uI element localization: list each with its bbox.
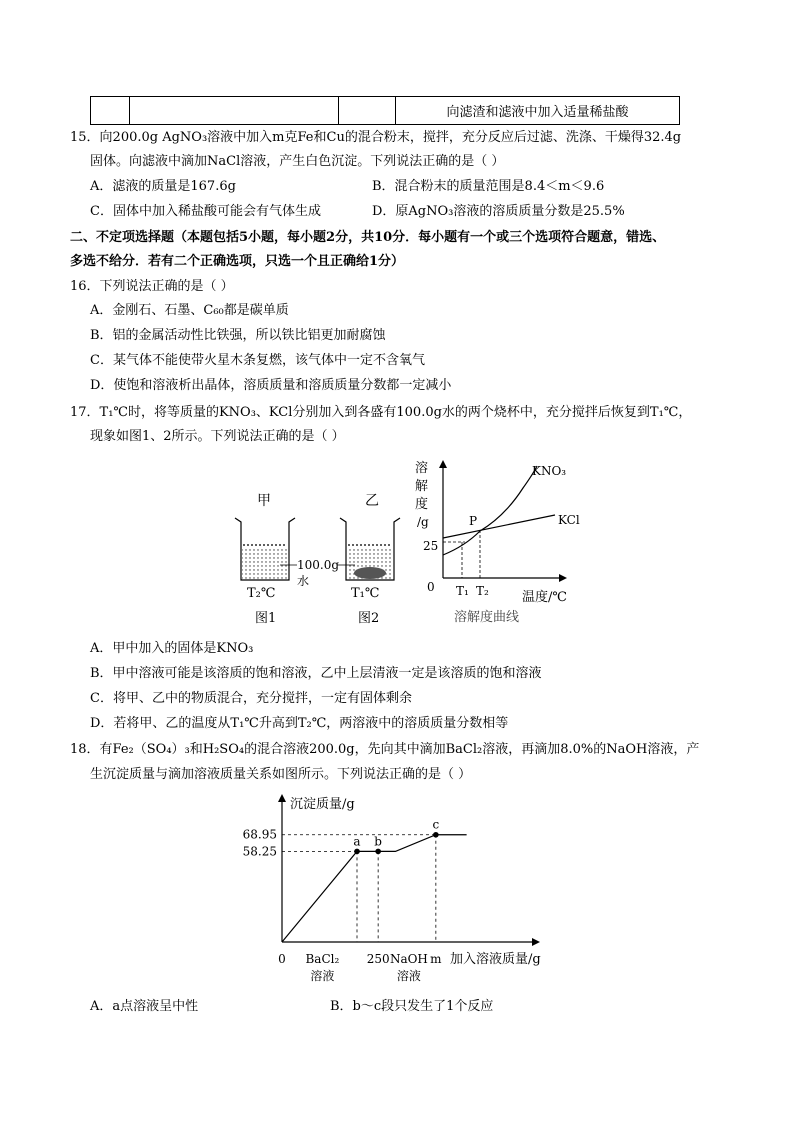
curve-tick-25: 25 [423,539,439,553]
q17-option-a: A．甲中加入的固体是KNO₃ [90,641,254,656]
data-point-label-b: b [374,834,382,849]
table-cell: 向滤渣和滤液中加入适量稀盐酸 [396,97,680,125]
chart-xtick-m: m [430,952,442,966]
fig2-caption: 图2 [358,611,380,626]
curve-ylabel-1: 溶 [415,461,429,476]
chart-ytick-58: 58.25 [242,844,277,859]
q17-option-d: D．若将甲、乙的温度从T₁℃升高到T₂℃，两溶液中的溶质质量分数相等 [90,716,509,731]
beaker1-temp: T₂℃ [247,586,276,601]
curve-caption: 溶解度曲线 [454,610,520,625]
chart-x-arrow [532,938,540,946]
q16-option-c: C．某气体不能使带火星木条复燃，该气体中一定不含氧气 [90,353,425,368]
q15-option-d: D．原AgNO₃溶液的溶质质量分数是25.5% [372,204,625,219]
curve-label-kcl: KCl [558,513,580,527]
curve-ylabel-4: /g [417,515,429,529]
data-point-c [433,832,439,838]
curve-tick-t1: T₁ [456,584,469,598]
water-label: 水 [297,574,310,588]
q17-line1: 17．T₁℃时，将等质量的KNO₃、KCl分别加入到各盛有100.0g水的两个烧杯中，充分搅拌后恢复到T₁℃， [70,405,692,420]
chart-caption-naoh: NaOH [389,952,428,966]
q18-line1: 18．有Fe₂（SO₄）₃和H₂SO₄的混合溶液200.0g，先向其中滴加BaCl₂溶液，再滴加8.0%的NaOH溶液，产 [70,742,700,757]
curve-point-p: P [469,514,478,528]
solubility-curve-figure [405,458,595,628]
beaker2-label: 乙 [365,493,379,509]
water-mass-label: 100.0g [297,558,340,572]
q18-line2: 生沉淀质量与滴加溶液质量关系如图所示。下列说法正确的是（ ） [90,767,472,782]
q15-option-c: C．固体中加入稀盐酸可能会有气体生成 [90,204,321,219]
q16-stem: 16．下列说法正确的是（ ） [70,279,234,294]
chart-xlabel: 加入溶液质量/g [450,952,541,967]
beaker1-solution [242,547,288,579]
beaker1-label: 甲 [257,493,271,509]
beaker2-temp: T₁℃ [351,586,380,601]
data-point-label-c: c [432,817,440,832]
q15-line1: 15．向200.0g AgNO₃溶液中加入m克Fe和Cu的混合粉末，搅拌，充分反应后过滤、洗涤、干燥得32.4g [70,130,682,145]
chart-xtick-0: 0 [278,952,286,966]
q15-line2: 固体。向滤液中滴加NaCl溶液，产生白色沉淀。下列说法正确的是（ ） [90,154,505,169]
chart-caption-bacl2-sol: 溶液 [310,969,335,983]
q17-option-b: B．甲中溶液可能是该溶质的饱和溶液，乙中上层清液一定是该溶质的饱和溶液 [90,666,542,681]
series-line [282,835,467,942]
kno3-curve [443,466,537,555]
q16-option-b: B．铝的金属活动性比铁强，所以铁比铝更加耐腐蚀 [90,328,386,343]
q16-option-d: D．使饱和溶液析出晶体，溶质质量和溶质质量分数都一定减小 [90,378,452,393]
curve-tick-t2: T₂ [476,584,489,598]
section2-header-line2: 多选不给分．若有二个正确选项，只选一个且正确给1分） [70,254,405,269]
data-point-a [354,849,360,855]
q17-line2: 现象如图1、2所示。下列说法正确的是（ ） [90,429,345,444]
chart-caption-bacl2: BaCl₂ [305,952,340,966]
data-point-label-a: a [353,834,361,849]
q16-option-a: A．金刚石、石墨、C₆₀都是碳单质 [90,303,289,318]
kcl-curve [443,515,555,538]
section2-header-line1: 二、不定项选择题（本题包括5小题，每小题2分，共10分．每小题有一个或三个选项符合题意，错选、 [70,230,666,245]
data-point-b [375,849,381,855]
beaker-figure [225,485,425,630]
chart-xtick-250: 250 [366,952,390,966]
fig1-caption: 图1 [255,611,277,626]
chart-ytick-68: 68.95 [242,827,277,842]
q15-option-a: A．滤液的质量是167.6g [90,179,236,194]
q15-option-b: B．混合粉末的质量范围是8.4＜m＜9.6 [372,179,605,194]
table-cell [91,97,130,125]
chart-caption-naoh-sol: 溶液 [396,969,421,983]
q18-option-a: A．a点溶液呈中性 [90,999,199,1014]
curve-label-kno3: KNO₃ [532,464,567,478]
curve-ylabel-3: 度 [415,497,429,512]
curve-origin: 0 [427,580,435,594]
q17-option-c: C．将甲、乙中的物质混合，充分搅拌，一定有固体剩余 [90,691,412,706]
beaker2-precipitate [354,567,386,579]
table-cell [130,97,339,125]
precipitate-chart [230,790,570,990]
chart-ylabel: 沉淀质量/g [290,797,355,812]
curve-xlabel: 温度/℃ [522,590,567,605]
chart-y-arrow [278,794,286,802]
q18-option-b: B．b～c段只发生了1个反应 [330,999,494,1014]
table-cell [339,97,396,125]
answer-table-row [90,96,680,125]
curve-ylabel-2: 解 [415,479,429,494]
